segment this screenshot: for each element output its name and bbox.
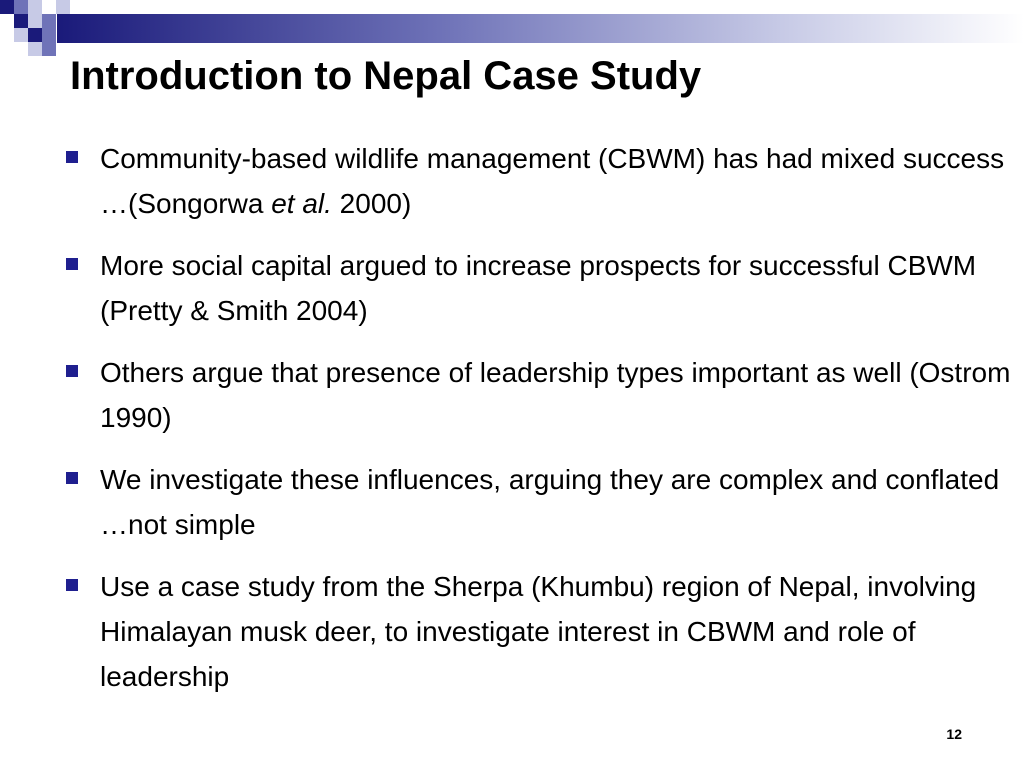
header-gradient-bar [57, 14, 1024, 43]
bullet-text: Others argue that presence of leadership types important as well (Ostrom 1990) [100, 357, 1011, 433]
decor-square [28, 14, 42, 28]
square-bullet-icon [66, 579, 78, 591]
decor-square [14, 14, 28, 28]
decor-square [56, 0, 70, 14]
bullet-item [62, 457, 1012, 547]
slide-title: Introduction to Nepal Case Study [70, 54, 702, 98]
bullet-text: Use a case study from the Sherpa (Khumbu) region of Nepal, involving Himalayan musk deer, to investigate interest in CBWM and role of leadership [100, 571, 977, 692]
decor-square [42, 42, 56, 56]
page-number: 12 [946, 726, 962, 742]
square-bullet-icon [66, 472, 78, 484]
square-bullet-icon [66, 151, 78, 163]
decor-square [42, 28, 56, 42]
bullet-item [62, 564, 1012, 699]
bullet-text: More social capital argued to increase prospects for successful CBWM (Pretty & Smith 2004) [100, 250, 977, 326]
decor-square [14, 0, 28, 14]
square-bullet-icon [66, 365, 78, 377]
bullet-text: We investigate these influences, arguing they are complex and conflated …not simple [100, 464, 1000, 540]
bullet-text: 2000) [331, 188, 412, 219]
square-bullet-icon [66, 258, 78, 270]
bullet-list [62, 136, 1012, 716]
bullet-item [62, 136, 1012, 226]
bullet-item [62, 350, 1012, 440]
bullet-text: Community-based wildlife management (CBWM) has had mixed success …(Songorwa [100, 143, 1005, 219]
decor-square [28, 42, 42, 56]
decor-square [28, 0, 42, 14]
bullet-emphasis: et al. [271, 188, 332, 219]
decor-square [42, 14, 56, 28]
decor-square [14, 28, 28, 42]
bullet-item [62, 243, 1012, 333]
decor-square [0, 0, 14, 14]
decor-square [28, 28, 42, 42]
